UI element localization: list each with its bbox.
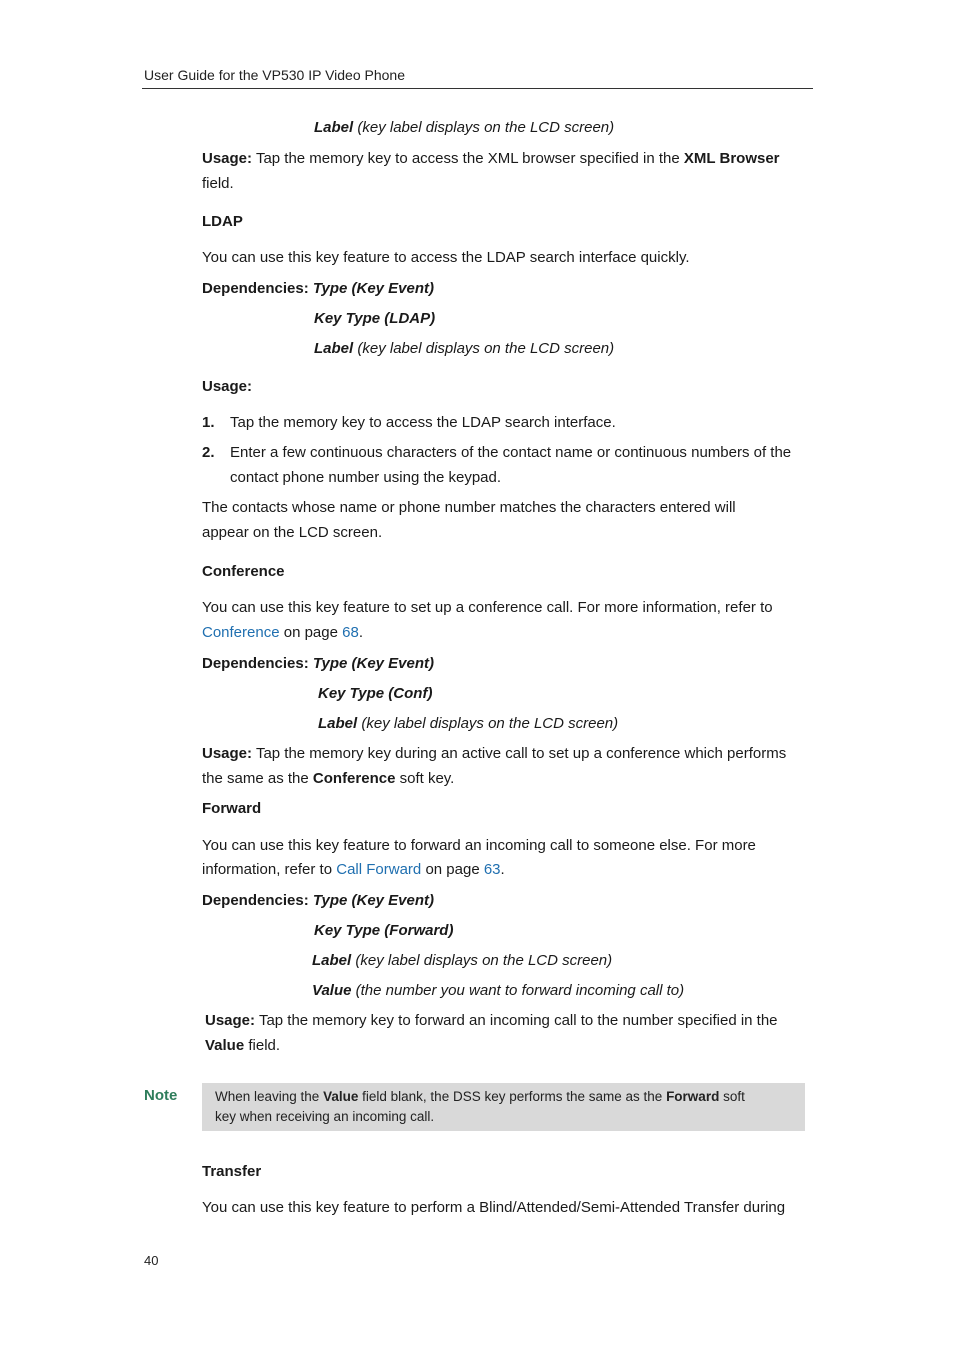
conference-intro-1: You can use this key feature to set up a conference call. For more information, refer to: [202, 599, 773, 616]
usage-text: Tap the memory key to access the XML browser specified in the: [255, 150, 680, 167]
page-68-link[interactable]: 68: [342, 624, 359, 641]
usage-text: Tap the memory key to forward an incoming call to the number specified in the: [258, 1012, 778, 1029]
conference-link[interactable]: Conference: [202, 624, 280, 641]
step-number: 2.: [202, 444, 215, 461]
usage-text: soft key.: [399, 770, 455, 787]
label-desc: (key label displays on the LCD screen): [355, 952, 613, 969]
forward-dep-keytype: Key Type (Forward): [314, 922, 454, 939]
conference-intro-2: [202, 620, 363, 645]
note-segment: When leaving the: [215, 1089, 320, 1104]
transfer-heading: Transfer: [202, 1163, 262, 1180]
label-term: Label: [314, 119, 354, 136]
usage-field: XML Browser: [683, 150, 780, 167]
forward-intro-2: [202, 857, 505, 882]
label-term: Label: [318, 715, 358, 732]
intro-text: information, refer to: [202, 861, 333, 878]
conference-dep-keytype: Key Type (Conf): [318, 685, 433, 702]
step-text: Enter a few continuous characters of the contact name or continuous numbers of the: [230, 444, 792, 461]
value-field: Value: [205, 1037, 245, 1054]
forward-dep-label: [312, 948, 612, 973]
ldap-step-2: [202, 440, 791, 465]
dependencies-term: Dependencies:: [202, 892, 309, 909]
note-line-1: [215, 1087, 745, 1107]
conference-dependencies: [202, 651, 434, 676]
ldap-dep-keytype: Key Type (LDAP): [314, 310, 436, 327]
page-63-link[interactable]: 63: [483, 861, 501, 878]
step-number: 1.: [202, 414, 215, 431]
note-forward-term: Forward: [666, 1089, 720, 1104]
usage-text: Tap the memory key during an active call to set up a conference which performs: [255, 745, 787, 762]
header-rule: [142, 88, 813, 89]
value-term: Value: [312, 982, 352, 999]
note-line-2: key when receiving an incoming call.: [215, 1109, 435, 1124]
label-desc: (key label displays on the LCD screen): [361, 715, 619, 732]
period: .: [500, 861, 505, 878]
value-desc: (the number you want to forward incoming call to): [355, 982, 685, 999]
xml-usage-line: [202, 146, 780, 171]
forward-dependencies: [202, 888, 434, 913]
dependencies-term: Dependencies:: [202, 655, 309, 672]
usage-term: Usage:: [205, 1012, 256, 1029]
ldap-heading: LDAP: [202, 213, 243, 230]
forward-intro-1: You can use this key feature to forward an incoming call to someone else. For more: [202, 837, 756, 854]
dep-type: Type (Key Event): [312, 655, 435, 672]
step-text: Tap the memory key to access the LDAP search interface.: [230, 414, 616, 431]
on-page-text: on page: [283, 624, 338, 641]
label-desc: (key label displays on the LCD screen): [357, 340, 615, 357]
ldap-result-line-1: The contacts whose name or phone number matches the characters entered will: [202, 499, 736, 516]
dep-type: Type (Key Event): [312, 892, 435, 909]
dependencies-term: Dependencies:: [202, 280, 309, 297]
ldap-step-1: [202, 410, 616, 435]
xml-usage-end: field.: [202, 175, 234, 192]
label-desc: (key label displays on the LCD screen): [357, 119, 615, 136]
forward-usage-1: [205, 1008, 778, 1033]
transfer-intro-1: You can use this key feature to perform a Blind/Attended/Semi-Attended Transfer during: [202, 1199, 786, 1216]
label-term: Label: [314, 340, 354, 357]
note-segment: field blank, the DSS key performs the same as the: [362, 1089, 663, 1104]
note-segment: soft: [723, 1089, 745, 1104]
ldap-result-line-2: appear on the LCD screen.: [202, 524, 383, 541]
conference-dep-label: [318, 711, 618, 736]
usage-term: Usage:: [202, 745, 253, 762]
forward-dep-value: [312, 978, 684, 1003]
period: .: [358, 624, 363, 641]
on-page-text: on page: [425, 861, 480, 878]
conference-usage-1: [202, 741, 786, 766]
ldap-dependencies: [202, 276, 434, 301]
forward-usage-2: [205, 1033, 280, 1058]
usage-text: field.: [248, 1037, 281, 1054]
note-box: [202, 1083, 805, 1131]
usage-text: the same as the: [202, 770, 309, 787]
ldap-step-2-cont: contact phone number using the keypad.: [230, 469, 502, 486]
ldap-intro: You can use this key feature to access the LDAP search interface quickly.: [202, 249, 690, 266]
ldap-usage-heading: Usage:: [202, 378, 253, 395]
forward-heading: Forward: [202, 800, 262, 817]
running-header: User Guide for the VP530 IP Video Phone: [144, 67, 405, 83]
conference-usage-2: [202, 766, 454, 791]
note-label: Note: [144, 1087, 178, 1104]
call-forward-link[interactable]: Call Forward: [336, 861, 422, 878]
note-value-term: Value: [323, 1089, 359, 1104]
note-text: [215, 1087, 745, 1127]
dep-type: Type (Key Event): [312, 280, 435, 297]
label-term: Label: [312, 952, 352, 969]
conference-softkey: Conference: [312, 770, 396, 787]
xml-label-dependency: [314, 115, 614, 140]
page-number: 40: [144, 1253, 159, 1268]
conference-heading: Conference: [202, 563, 285, 580]
usage-term: Usage:: [202, 150, 253, 167]
ldap-dep-label: [314, 336, 614, 361]
